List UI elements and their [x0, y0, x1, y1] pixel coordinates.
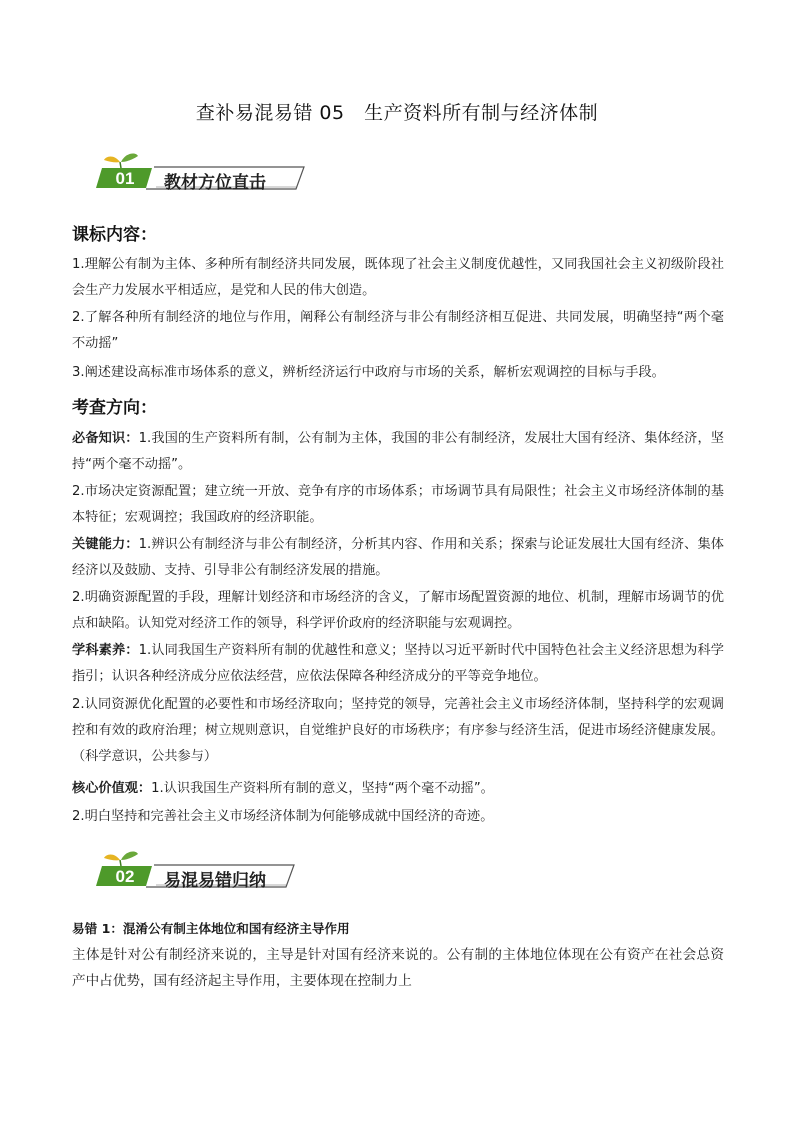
section-title: 易混易错归纳 — [164, 871, 266, 891]
hexin-1 — [72, 776, 724, 802]
kebiao-heading: 课标内容： — [72, 225, 157, 245]
section-title: 教材方位直击 — [164, 173, 266, 193]
bibei-label: 必备知识： — [72, 431, 139, 446]
bibei-1 — [72, 426, 724, 478]
bibei-text-1: 1.我国的生产资料所有制，公有制为主体，我国的非公有制经济，发展壮大国有经济、集体经济，坚持“两个毫不动摇”。 — [72, 431, 724, 472]
guanjian-text-1: 1.辨识公有制经济与非公有制经济，分析其内容、作用和关系；探索与论证发展壮大国有经济、集体经济以及鼓励、支持、引导非公有制经济发展的措施。 — [72, 537, 724, 578]
yicuo-title: 易错 1：混淆公有制主体地位和国有经济主导作用 — [72, 921, 350, 936]
xueke-2: 2.认同资源优化配置的必要性和市场经济取向；坚持党的领导，完善社会主义市场经济体制，坚持科学的宏观调控和有效的政府治理；树立规则意识，自觉维护良好的市场秩序；有序参与经济生活，促进市场经济健康发展。（科学意识，公共参与） — [72, 697, 724, 764]
section-number: 01 — [115, 169, 135, 188]
guanjian-1 — [72, 532, 724, 584]
kebiao-item-2: 2.了解各种所有制经济的地位与作用，阐释公有制经济与非公有制经济相互促进、共同发展，明确坚持“两个毫不动摇” — [72, 310, 724, 351]
bibei-2: 2.市场决定资源配置；建立统一开放、竞争有序的市场体系；市场调节具有局限性；社会主义市场经济体制的基本特征；宏观调控；我国政府的经济职能。 — [72, 484, 724, 525]
xueke-1 — [72, 638, 724, 690]
section-banner-02 — [96, 848, 326, 892]
guanjian-2: 2.明确资源配置的手段，理解计划经济和市场经济的含义，了解市场配置资源的地位、机制，理解市场调节的优点和缺陷。认知党对经济工作的领导，科学评价政府的经济职能与宏观调控。 — [72, 590, 724, 631]
hexin-2: 2.明白坚持和完善社会主义市场经济体制为何能够成就中国经济的奇迹。 — [72, 809, 494, 824]
xueke-label: 学科素养： — [72, 643, 139, 658]
section-banner-01 — [96, 150, 326, 194]
kaocha-heading: 考查方向： — [72, 398, 157, 418]
kebiao-item-1: 1.理解公有制为主体、多种所有制经济共同发展，既体现了社会主义制度优越性，又同我国社会主义初级阶段社会生产力发展水平相适应，是党和人民的伟大创造。 — [72, 257, 724, 298]
xueke-text-1: 1.认同我国生产资料所有制的优越性和意义；坚持以习近平新时代中国特色社会主义经济思想为科学指引；认识各种经济成分应依法经营，应依法保障各种经济成分的平等竞争地位。 — [72, 643, 724, 684]
section-number: 02 — [115, 867, 135, 886]
hexin-label: 核心价值观： — [72, 781, 152, 796]
guanjian-label: 关键能力： — [72, 537, 139, 552]
kebiao-item-3: 3.阐述建设高标准市场体系的意义，辨析经济运行中政府与市场的关系，解析宏观调控的目标与手段。 — [72, 365, 665, 380]
page-title: 查补易混易错 05 生产资料所有制与经济体制 — [195, 102, 599, 124]
hexin-text-1: 1.认识我国生产资料所有制的意义，坚持“两个毫不动摇”。 — [151, 781, 494, 796]
yicuo-body: 主体是针对公有制经济来说的，主导是针对国有经济来说的。公有制的主体地位体现在公有资产在社会总资产中占优势，国有经济起主导作用，主要体现在控制力上 — [72, 947, 724, 989]
